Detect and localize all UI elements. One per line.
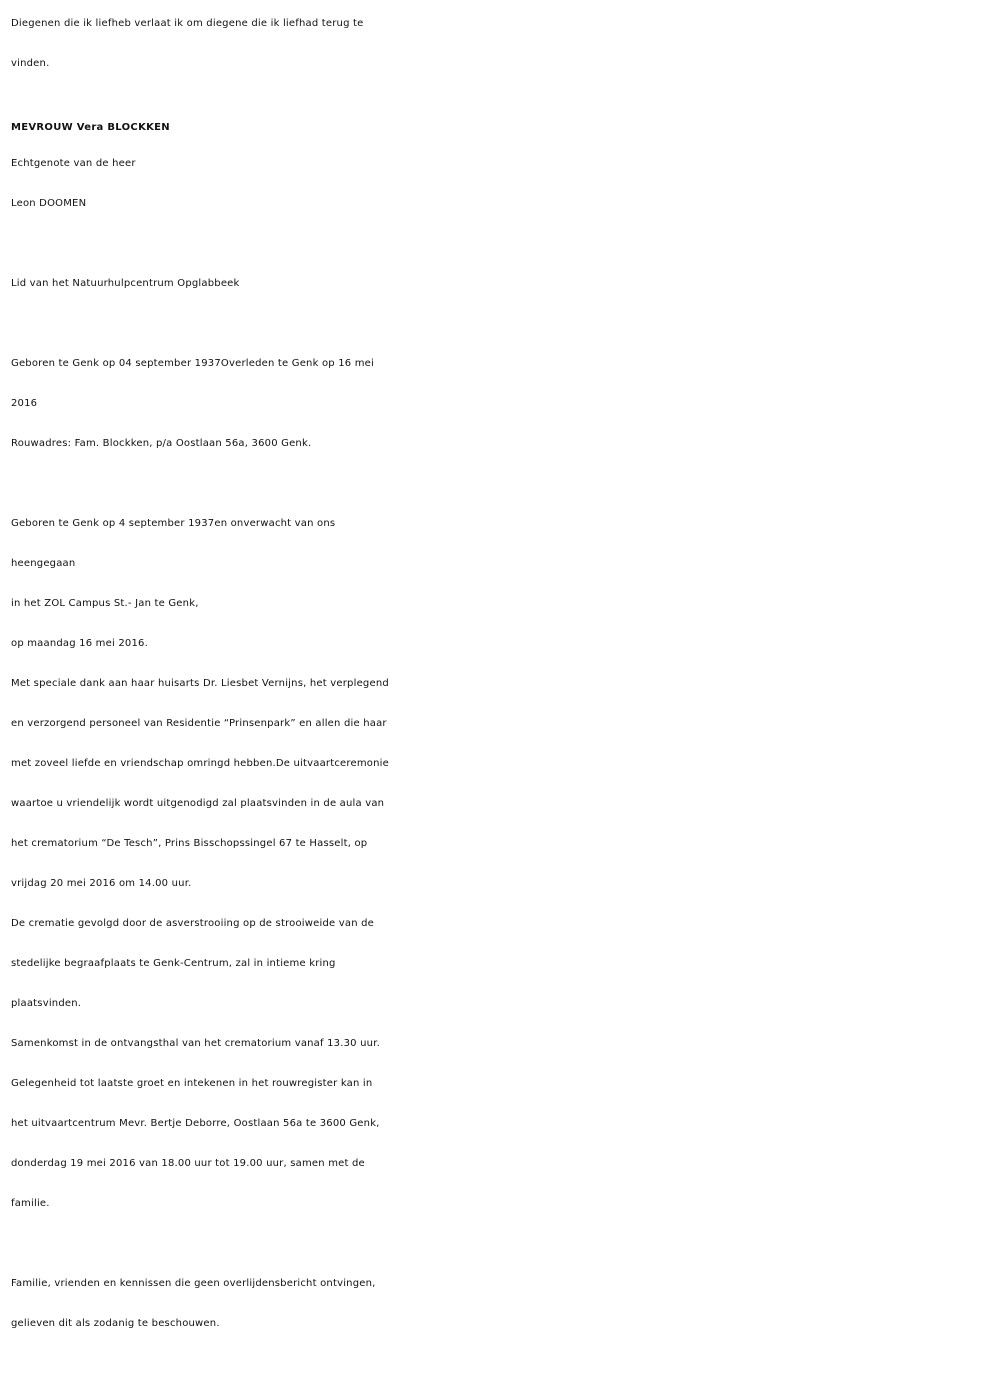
obituary-document (11, 4, 991, 1344)
quote-line: Diegenen die ik liefheb verlaat ik om diegene die ik liefhad terug te (11, 18, 364, 29)
spacer (11, 224, 991, 264)
body-line: Met speciale dank aan haar huisarts Dr. Liesbet Vernijns, het verplegend (11, 678, 389, 689)
body-line: Geboren te Genk op 4 september 1937en onverwacht van ons (11, 518, 336, 529)
title-block (11, 84, 991, 144)
spouse-line: Echtgenote van de heer (11, 158, 136, 169)
closing-block (11, 1264, 991, 1344)
spacer (11, 464, 991, 504)
body-line: in het ZOL Campus St.- Jan te Genk, (11, 598, 199, 609)
closing-line: gelieven dit als zodanig te beschouwen. (11, 1318, 220, 1329)
body-line: Samenkomst in de ontvangsthal van het crematorium vanaf 13.30 uur. (11, 1038, 380, 1049)
body-line: op maandag 16 mei 2016. (11, 638, 148, 649)
body-line: familie. (11, 1198, 50, 1209)
deceased-name: MEVROUW Vera BLOCKKEN (11, 122, 170, 133)
body-block (11, 504, 991, 1224)
quote-line: vinden. (11, 58, 50, 69)
body-line: plaatsvinden. (11, 998, 82, 1009)
spacer (11, 304, 991, 344)
dates-line: Geboren te Genk op 04 september 1937Overleden te Genk op 16 mei (11, 358, 374, 369)
membership-line: Lid van het Natuurhulpcentrum Opglabbeek (11, 278, 240, 289)
body-line: het crematorium “De Tesch”, Prins Bisschopssingel 67 te Hasselt, op (11, 838, 368, 849)
body-line: Gelegenheid tot laatste groet en intekenen in het rouwregister kan in (11, 1078, 373, 1089)
dates-block (11, 344, 991, 464)
body-line: vrijdag 20 mei 2016 om 14.00 uur. (11, 878, 192, 889)
body-line: stedelijke begraafplaats te Genk-Centrum, zal in intieme kring (11, 958, 336, 969)
address-line: Rouwadres: Fam. Blockken, p/a Oostlaan 56a, 3600 Genk. (11, 438, 312, 449)
body-line: en verzorgend personeel van Residentie “Prinsenpark” en allen die haar (11, 718, 387, 729)
spacer (11, 1224, 991, 1264)
body-line: heengegaan (11, 558, 76, 569)
dates-line: 2016 (11, 398, 38, 409)
spouse-line: Leon DOOMEN (11, 198, 87, 209)
body-line: het uitvaartcentrum Mevr. Bertje Deborre, Oostlaan 56a te 3600 Genk, (11, 1118, 380, 1129)
spouse-block (11, 144, 991, 224)
closing-line: Familie, vrienden en kennissen die geen overlijdensbericht ontvingen, (11, 1278, 376, 1289)
body-line: donderdag 19 mei 2016 van 18.00 uur tot 19.00 uur, samen met de (11, 1158, 365, 1169)
body-line: waartoe u vriendelijk wordt uitgenodigd zal plaatsvinden in de aula van (11, 798, 385, 809)
body-line: De crematie gevolgd door de asverstrooiing op de strooiweide van de (11, 918, 375, 929)
quote-block (11, 4, 991, 84)
body-line: met zoveel liefde en vriendschap omringd hebben.De uitvaartceremonie (11, 758, 389, 769)
